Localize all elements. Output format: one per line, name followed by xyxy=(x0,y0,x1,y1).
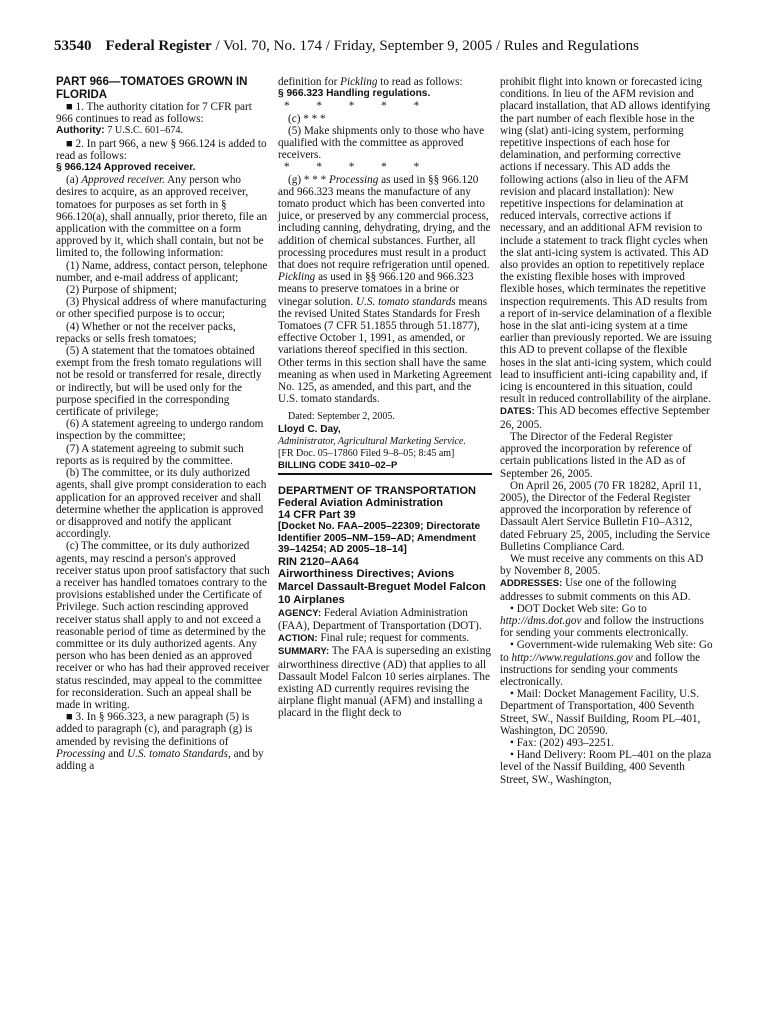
continued-text-a: definition for xyxy=(278,76,341,88)
paragraph-g-term-1: Processing xyxy=(329,173,379,186)
address-item-hand-delivery: • Hand Delivery: Room PL–401 on the plaza level of the Nassif Building, 400 Seventh Street, SW., Washington, xyxy=(500,749,712,786)
address-item-regulations xyxy=(500,639,714,688)
rin-number: RIN 2120–AA64 xyxy=(278,555,359,568)
amendment-2: ■ 2. In part 966, a new § 966.124 is added to read as follows: xyxy=(56,137,267,162)
paragraph-g-text-c: as used in §§ 966.120 and 966.323 means to preserve tomatoes in a brine or vinegar solution. xyxy=(278,271,474,308)
address-item-mail: • Mail: Docket Management Facility, U.S. Department of Transportation, 400 Seventh Street, SW., Nassif Building, Room PL–401, Washington, DC 20590. xyxy=(500,688,701,737)
address-item-text: • DOT Docket Web site: Go to xyxy=(510,602,647,615)
paragraph-g-text-d: means the revised United States Standards for Fresh Tomatoes (7 CFR 51.1855 through 51.1877), effective October 1, 1991, as amended, or variations thereof specified in this section. Other terms in this section shall have the same meaning as when used in Marketing Agreement No. 125, as amended, and this part, and the U.S. tomato standards. xyxy=(278,295,492,406)
publication-name: Federal Register xyxy=(105,38,212,54)
rule-title: Airworthiness Directives; Avions Marcel Dassault-Breguet Model Falcon 10 Airplanes xyxy=(278,567,486,606)
page-header xyxy=(54,38,714,55)
paragraph-g-text-b: as used in §§ 966.120 and 966.323 means the manufacture of any tomato product which has been converted into juice, or preserved by any commercial process, including canning, dehydrating, drying, and the addition of chemical substances. Further, all processing procedures must result in a product that does not require refrigeration until opened. xyxy=(278,173,491,272)
paragraph-c: (c) The committee, or its duly authorized agents, may rescind a person's approved receiver status upon proof satisfactory that such a receiver has handled tomatoes contrary to the provisions established under the Certificate of Privilege. Such action rescinding approved receiver status shall apply to and not exceed a reasonable period of time as determined by the committee or its duly authorized agents. Any person who has been denied as an approved receiver or who has had their approved receiver status rescinded, may appeal to the committee for reconsideration. Such an appeal shall be made in writing. xyxy=(56,540,270,711)
paragraph-a-term: Approved receiver. xyxy=(81,174,165,187)
amendment-1: ■ 1. The authority citation for 7 CFR part 966 continues to read as follows: xyxy=(56,101,252,126)
addresses-label: ADDRESSES: xyxy=(500,578,563,590)
paragraph-b: (b) The committee, or its duly authorized agents, shall give prompt consideration to each application for an approved receiver and shall determine whether the application is approved or disapproved and notify the applicant accordingly. xyxy=(56,467,267,541)
billing-code: BILLING CODE 3410–02–P xyxy=(278,460,398,472)
section-heading-966-124: § 966.124 Approved receiver. xyxy=(56,162,196,174)
docket-number: [Docket No. FAA–2005–22309; Directorate Identifier 2005–NM–159–AD; Amendment 39–14254; AD 2005–18–14] xyxy=(278,521,481,556)
column-1 xyxy=(56,76,270,772)
signer-title: Administrator, Agricultural Marketing Service. xyxy=(278,435,466,447)
list-item: (4) Whether or not the receiver packs, repacks or sells fresh tomatoes; xyxy=(56,320,236,345)
paragraph-a xyxy=(56,174,270,259)
action-text: Final rule; request for comments. xyxy=(317,632,470,645)
amendment-3-term-2: U.S. tomato Standards xyxy=(127,747,228,760)
cfr-part: 14 CFR Part 39 xyxy=(278,508,356,521)
issue-details: / Vol. 70, No. 174 / Friday, September 9, 2005 / Rules and Regulations xyxy=(211,38,639,54)
paragraph-a-text: Any person who desires to acquire, as an approved receiver, tomatoes for purposes as set forth in § 966.120(a), shall annually, prior thereto, file an application with the committee on a form approved by it, which shall contain, but not be limited to, the following information: xyxy=(56,174,268,260)
column-2 xyxy=(278,76,492,720)
authority-citation xyxy=(56,125,270,137)
agency-field xyxy=(278,607,492,632)
department-heading: DEPARTMENT OF TRANSPORTATION xyxy=(278,473,492,497)
prior-approval-paragraph: On April 26, 2005 (70 FR 18282, April 11, 2005), the Director of the Federal Register approved the incorporation by reference of Dassault Alert Service Bulletin F10–A312, dated February 25, 2005, including the Service Bulletins Compliance Card. xyxy=(500,479,711,553)
list-item: (3) Physical address of where manufacturing or other specified purpose is to occur; xyxy=(56,296,267,321)
continued-text-b: to read as follows: xyxy=(377,76,463,88)
amendment-3 xyxy=(56,711,270,772)
list-item: (5) A statement that the tomatoes obtained exempt from the fresh tomato regulations will not be resold or transferred for resale, directly or indirectly, but will be used only for the purpose specified in the corresponding certificate of privilege; xyxy=(56,345,262,419)
addresses-field xyxy=(500,577,714,602)
amendment-3-text-c: , and by adding a xyxy=(56,747,264,772)
paragraph-g-term-2: Pickling xyxy=(278,271,316,284)
paragraph-c5: (5) Make shipments only to those who have qualified with the committee as approved receivers. xyxy=(278,124,485,162)
signer-name: Lloyd C. Day, xyxy=(278,423,341,435)
address-item-docket xyxy=(500,603,714,640)
agency-text: Federal Aviation Administration (FAA), Department of Transportation (DOT). xyxy=(278,606,482,633)
summary-text: The FAA is superseding an existing airworthiness directive (AD) that applies to all Dassault Model Falcon 10 series airplanes. The existing AD currently requires revising the airplane flight manual (AFM) and installing a placard in the flight deck to xyxy=(278,645,491,720)
section-heading-966-323: § 966.323 Handling regulations. xyxy=(278,88,431,100)
amendment-3-text-a: ■ 3. In § 966.323, a new paragraph (5) is added to paragraph (c), and paragraph (g) is amended by revising the definitions of xyxy=(56,711,253,748)
incorporation-paragraph: The Director of the Federal Register approved the incorporation by reference of certain publications listed in the AD as of September 26, 2005. xyxy=(500,430,692,480)
comments-deadline: We must receive any comments on this AD by November 8, 2005. xyxy=(500,552,704,578)
dates-text: This AD becomes effective September 26, 2005. xyxy=(500,405,710,431)
address-item-text: and follow the instructions for sending your comments electronically. xyxy=(500,651,701,688)
address-item-fax: • Fax: (202) 493–2251. xyxy=(510,736,614,749)
address-item-text: and follow the instructions for sending your comments electronically. xyxy=(500,614,704,640)
docket-site-link[interactable]: http://dms.dot.gov xyxy=(500,614,582,627)
agency-heading: Federal Aviation Administration xyxy=(278,496,444,509)
list-item: (2) Purpose of shipment; xyxy=(66,284,177,297)
list-item: (6) A statement agreeing to undergo random inspection by the committee; xyxy=(56,418,264,443)
dated-line: Dated: September 2, 2005. xyxy=(288,411,395,423)
paragraph-g-term-3: U.S. tomato standards xyxy=(356,295,456,308)
paragraph-a-label: (a) xyxy=(66,174,82,187)
fr-doc-line: [FR Doc. 05–17860 Filed 9–8–05; 8:45 am] xyxy=(278,448,455,460)
regulations-site-link[interactable]: http://www.regulations.gov xyxy=(511,651,633,664)
summary-continued: prohibit flight into known or forecasted icing conditions. In lieu of the AFM revision and placard installation, that AD allows identifying the part number of each flexible hose in the wing (slat) anti-icing system, performing repetitive inspections of each hose for delamination, and performing corrective actions if necessary. This AD adds the following actions (also in lieu of the AFM revision and placard installation): New repetitive inspections for delamination at reduced intervals, corrective actions if necessary, and an additional AFM revision to include a statement to track flight cycles when the slat anti-icing system is activated. This AD also provides an option to repetitively replace the existing flexible hoses with improved flexible hoses, which terminates the repetitive inspection requirements. This AD results from a report of in-service delamination of a flexible hose in the slat anti-icing system at a time earlier than previously reported. We are issuing this AD to prevent collapse of the flexible hoses in the slat anti-icing system, which could lead to insufficient anti-icing capability and, if icing is encountered in this situation, could result in reduced controllability of the airplane. xyxy=(500,76,712,406)
summary-field xyxy=(278,645,492,719)
address-item-text: • Government-wide rulemaking Web site: Go to xyxy=(500,639,713,664)
amendment-3-term-1: Processing xyxy=(56,747,106,760)
paragraph-g xyxy=(278,174,492,406)
authority-label: Authority: xyxy=(56,125,105,137)
list-item: (1) Name, address, contact person, telephone number, and e-mail address of applicant; xyxy=(56,259,268,284)
ellipsis-stars: * * * * * xyxy=(284,161,432,174)
page-number: 53540 xyxy=(54,38,92,54)
dates-label: DATES: xyxy=(500,406,535,418)
column-3 xyxy=(500,76,714,786)
dates-field xyxy=(500,405,714,430)
continued-definition xyxy=(278,76,492,88)
paragraph-g-text-a: (g) * * * xyxy=(288,173,330,186)
part-title: PART 966—TOMATOES GROWN IN FLORIDA xyxy=(56,76,248,101)
paragraph-c-stars: (c) * * * xyxy=(288,112,326,125)
action-field xyxy=(278,632,492,645)
summary-label: SUMMARY: xyxy=(278,646,330,658)
action-label: ACTION: xyxy=(278,633,318,645)
authority-text: 7 U.S.C. 601–674. xyxy=(104,125,184,137)
agency-label: AGENCY: xyxy=(278,607,322,619)
amendment-3-text-b: and xyxy=(105,747,128,760)
addresses-text: Use one of the following addresses to submit comments on this AD. xyxy=(500,577,691,603)
list-item: (7) A statement agreeing to submit such reports as is required by the committee. xyxy=(56,442,244,467)
ellipsis-stars: * * * * * xyxy=(284,100,432,113)
continued-term: Pickling xyxy=(340,76,378,88)
